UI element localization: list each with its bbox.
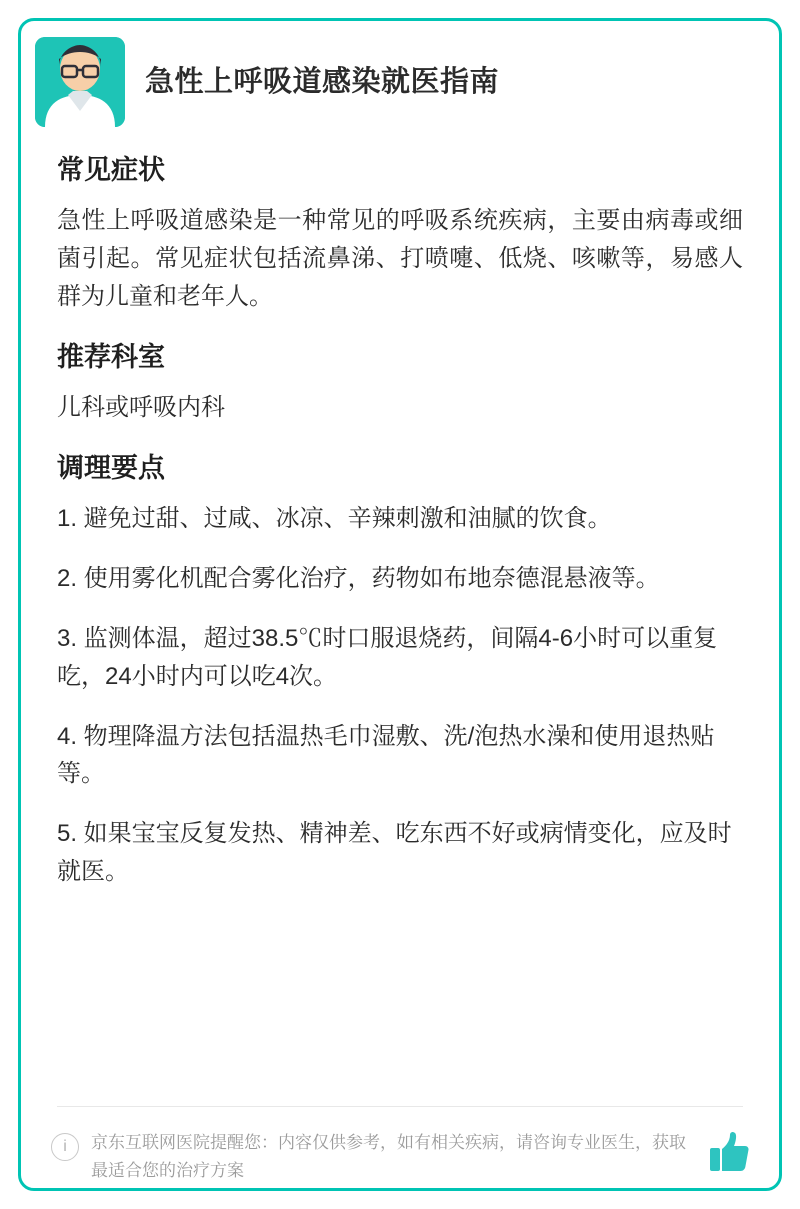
care-item: 4. 物理降温方法包括温热毛巾湿敷、洗/泡热水澡和使用退热贴等。 [57,722,715,788]
footer-divider [57,1106,743,1107]
doctor-avatar-icon [35,37,125,127]
thumbs-up-icon[interactable] [709,1131,749,1178]
section-body-symptoms: 急性上呼吸道感染是一种常见的呼吸系统疾病，主要由病毒或细菌引起。常见症状包括流鼻涕、打喷嚏、低烧、咳嗽等，易感人群为儿童和老年人。 [57,207,743,310]
footer-disclaimer [21,1125,779,1191]
care-item: 1. 避免过甜、过咸、冰凉、辛辣刺激和油腻的饮食。 [57,504,612,532]
section-body-department: 儿科或呼吸内科 [57,393,225,421]
care-item: 3. 监测体温，超过38.5℃时口服退烧药，间隔4-6小时可以重复吃，24小时内可以吃4次。 [57,624,718,690]
care-item: 5. 如果宝宝反复发热、精神差、吃东西不好或病情变化，应及时就医。 [57,820,732,886]
info-icon: i [51,1133,79,1161]
section-heading-department: 推荐科室 [57,341,165,372]
section-heading-symptoms: 常见症状 [57,155,165,185]
footer-text: 京东互联网医院提醒您：内容仅供参考，如有相关疾病，请咨询专业医生，获取最适合您的治疗方案 [91,1133,686,1180]
page-title: 急性上呼吸道感染就医指南 [145,66,500,98]
care-item: 2. 使用雾化机配合雾化治疗，药物如布地奈德混悬液等。 [57,564,660,592]
guide-content [21,137,779,913]
section-heading-care: 调理要点 [57,452,165,483]
guide-card [18,18,782,1191]
